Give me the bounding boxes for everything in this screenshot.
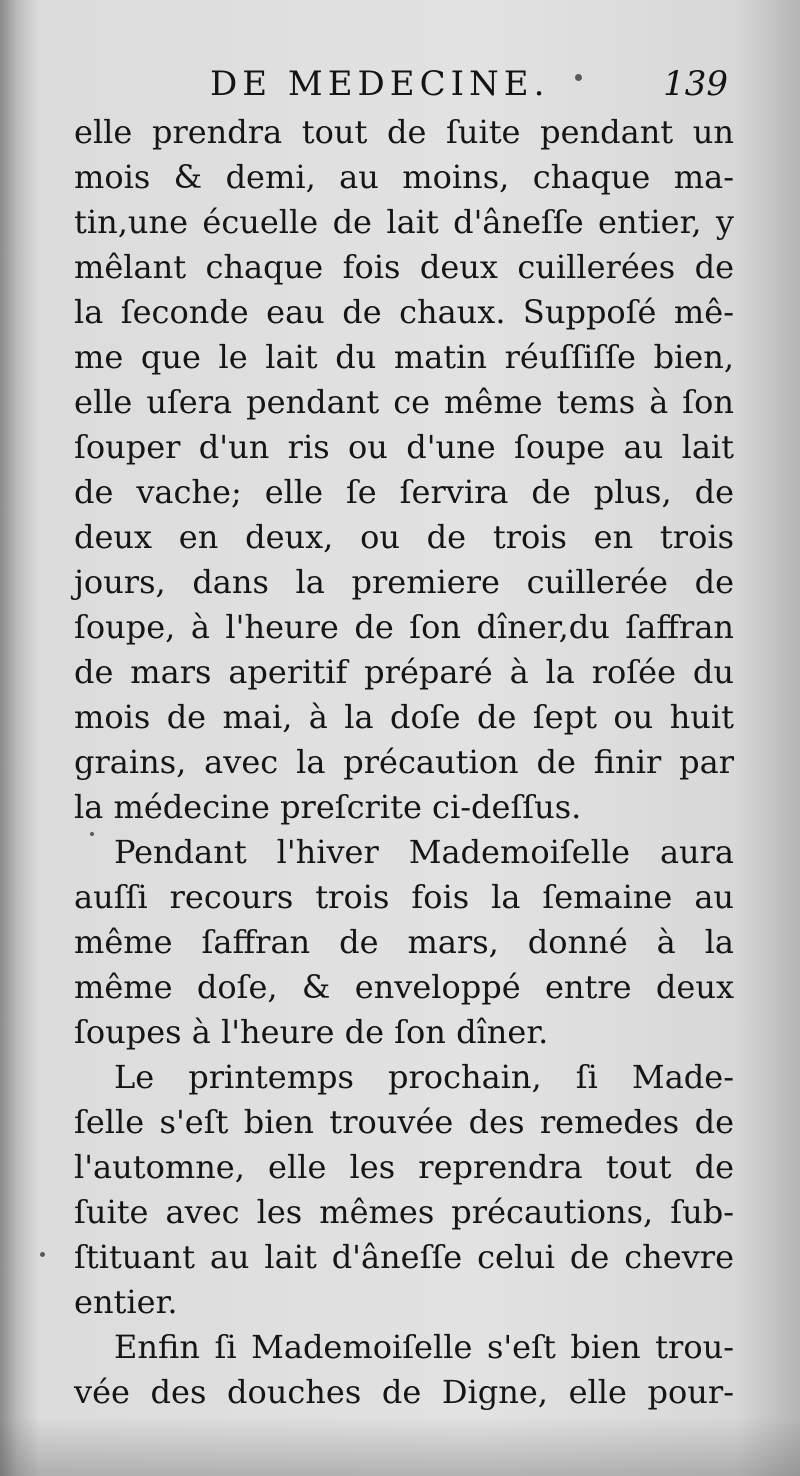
text-line: l'automne, elle les reprendra tout de xyxy=(74,1148,734,1186)
paragraph-4 xyxy=(74,1325,734,1415)
paragraph-2 xyxy=(74,830,734,1055)
text-line: deux en deux, ou de trois en trois xyxy=(74,518,734,556)
text-line: Pendant l'hiver Mademoiſelle aura xyxy=(114,833,734,871)
text-line: elle prendra tout de ſuite pendant un xyxy=(74,113,734,151)
text-line: ſoupe, à l'heure de ſon dîner,du ſaffran xyxy=(74,608,734,646)
running-title: DE MEDECINE. xyxy=(210,64,550,104)
text-line: ſuite avec les mêmes précautions, ſub- xyxy=(74,1193,734,1231)
paragraph-3 xyxy=(74,1055,734,1325)
text-line: mois de mai, à la doſe de ſept ou huit xyxy=(74,698,734,736)
page-header xyxy=(210,64,740,112)
body-text xyxy=(74,110,734,1415)
paragraph-1 xyxy=(74,110,734,830)
text-line: elle uſera pendant ce même tems à ſon xyxy=(74,383,734,421)
text-line: vée des douches de Digne, elle pour- xyxy=(74,1373,734,1411)
text-line: grains, avec la précaution de finir par xyxy=(74,743,734,781)
text-line: entier. xyxy=(74,1283,178,1321)
text-line: ſouper d'un ris ou d'une ſoupe au lait xyxy=(74,428,734,466)
text-line: mois & demi, au moins, chaque ma- xyxy=(74,158,734,196)
text-line: Enfin ſi Mademoiſelle s'eſt bien trou- xyxy=(114,1328,734,1366)
paper-speck xyxy=(40,1252,45,1257)
paper-speck xyxy=(575,74,582,81)
text-line: me que le lait du matin réuſſiſſe bien, xyxy=(74,338,734,376)
text-line: même doſe, & enveloppé entre deux xyxy=(74,968,734,1006)
text-line: de vache; elle ſe ſervira de plus, de xyxy=(74,473,734,511)
text-line: la médecine preſcrite ci-deſſus. xyxy=(74,788,582,826)
text-line: tin,une écuelle de lait d'âneſſe entier, y xyxy=(74,203,734,241)
text-line: de mars aperitif préparé à la roſée du xyxy=(74,653,734,691)
paper-speck xyxy=(90,832,94,836)
page-number: 139 xyxy=(663,64,728,104)
text-line: ſtituant au lait d'âneſſe celui de chevre xyxy=(74,1238,734,1276)
text-line: auſſi recours trois fois la ſemaine au xyxy=(74,878,734,916)
text-line: même ſaffran de mars, donné à la xyxy=(74,923,734,961)
text-line: mêlant chaque fois deux cuillerées de xyxy=(74,248,734,286)
text-line: la ſeconde eau de chaux. Suppoſé mê- xyxy=(74,293,734,331)
text-line: ſoupes à l'heure de ſon dîner. xyxy=(74,1013,549,1051)
text-line: ſelle s'eſt bien trouvée des remedes de xyxy=(74,1103,734,1141)
text-line: jours, dans la premiere cuillerée de xyxy=(74,563,734,601)
text-line: Le printemps prochain, ſi Made- xyxy=(114,1058,734,1096)
